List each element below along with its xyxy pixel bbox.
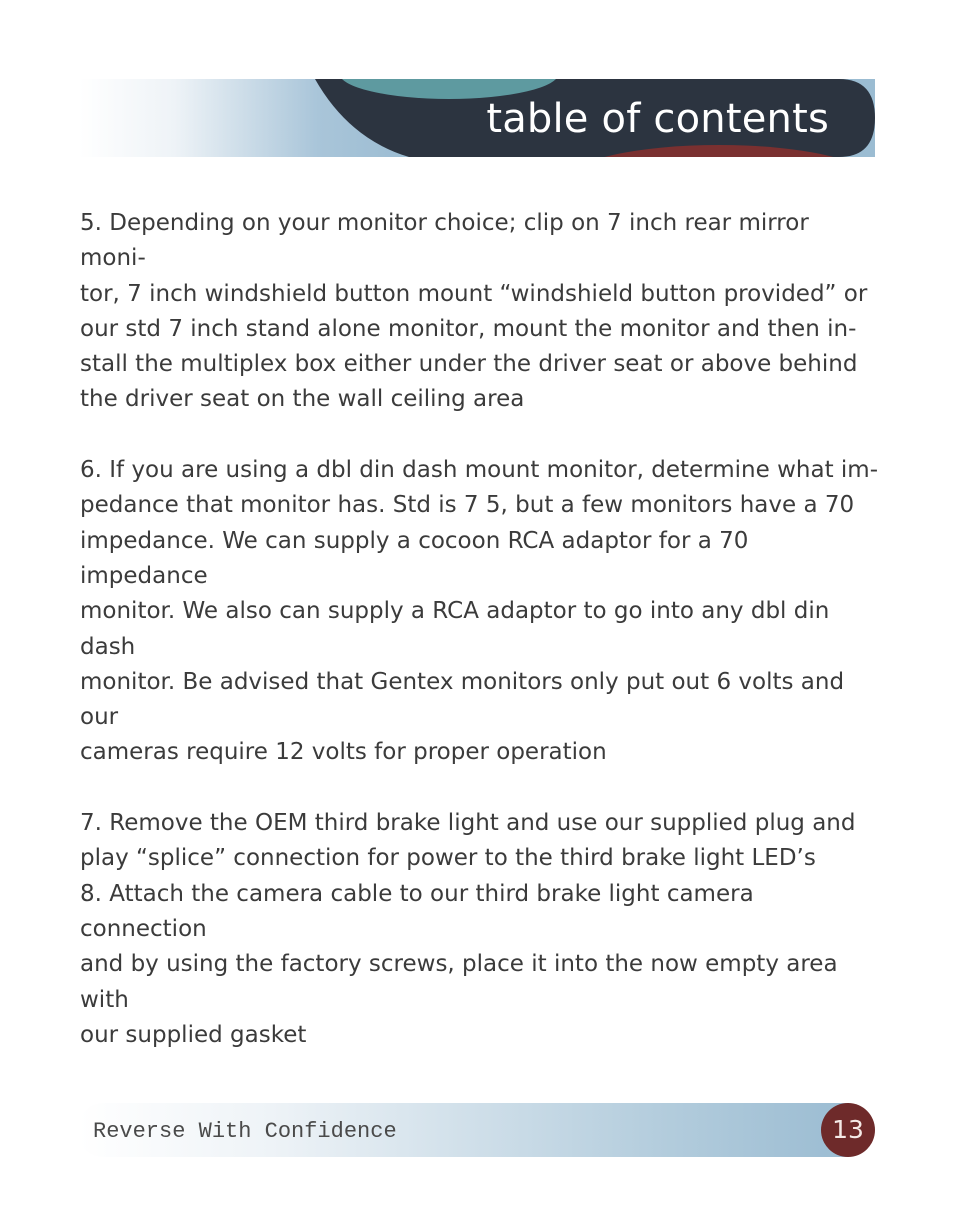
paragraph-step-6: 6. If you are using a dbl din dash mount monitor, determine what im- pedance that monitor has. Std is 7 5, but a few monitors have a 70 impedance. We can supply a cocoon RCA adaptor for a 70 impedance monitor. We also can supply a RCA adaptor to go into any dbl din dash monitor. Be advised that Gentex monitors only put out 6 volts and our cameras require 12 volts for proper operation bbox=[80, 457, 878, 766]
footer-bar bbox=[79, 1103, 875, 1157]
paragraph-step-7: 7. Remove the OEM third brake light and use our supplied plug and play “splice” connection for power to the third brake light LED’s bbox=[80, 810, 856, 872]
paragraph-step-8: 8. Attach the camera cable to our third brake light camera connection and by using the factory screws, place it into the now empty area with our supplied gasket bbox=[80, 880, 838, 1048]
page-number-badge: 13 bbox=[821, 1103, 875, 1157]
header-banner bbox=[79, 79, 875, 157]
page-title: table of contents bbox=[486, 96, 829, 142]
footer-tagline: Reverse With Confidence bbox=[93, 1119, 397, 1144]
body-content bbox=[80, 206, 880, 1053]
paragraph-step-5: 5. Depending on your monitor choice; clip on 7 inch rear mirror moni- tor, 7 inch windshield button mount “windshield button provided” or our std 7 inch stand alone monitor, mount the monitor and then in- stall the multiplex box either under the driver seat or above behind the driver seat on the wall ceiling area bbox=[80, 210, 868, 413]
